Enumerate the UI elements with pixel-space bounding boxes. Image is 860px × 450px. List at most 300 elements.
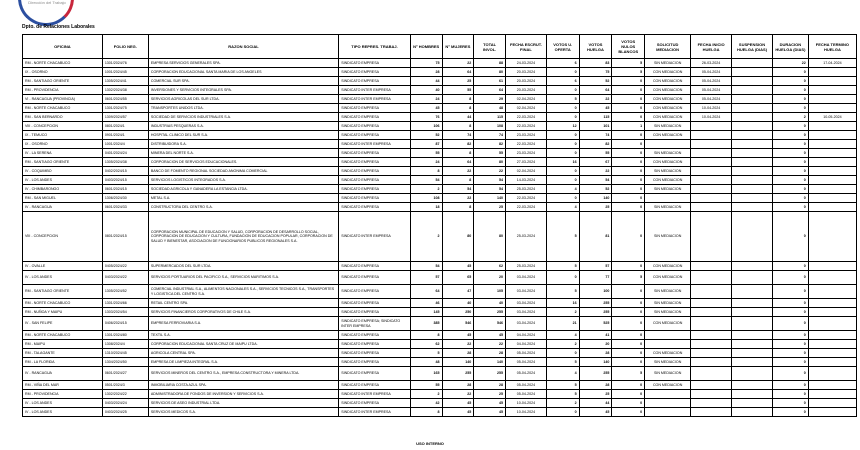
cell-mediacion: CON MEDIACION <box>645 104 691 113</box>
cell-m: 8 <box>442 176 474 185</box>
column-header: TIPO REPRES. TRABAJ. <box>339 35 411 59</box>
cell-total: 22 <box>474 167 506 176</box>
cell-razon: METAL S.A. <box>148 194 338 203</box>
cell-dur: 0 <box>772 317 808 331</box>
cell-oferta: 5 <box>546 95 579 104</box>
cell-fecha: 24-03-2024 <box>505 59 546 68</box>
cell-m: 64 <box>442 158 474 167</box>
cell-total: 80 <box>474 158 506 167</box>
cell-tipo: SINDICATO INTER EMPRESA <box>339 408 411 417</box>
cell-m: 74 <box>442 131 474 140</box>
cell-tipo: SINDICATO INTER EMPRESA <box>339 95 411 104</box>
cell-inicio: 10-04-2024 <box>691 113 732 122</box>
cell-oferta: 5 <box>546 390 579 399</box>
column-header: FECHA INICIO HUELGA <box>691 35 732 59</box>
cell-fecha: 22-03-2024 <box>505 140 546 149</box>
cell-fecha: 05-04-2024 <box>505 358 546 367</box>
cell-total: 48 <box>474 104 506 113</box>
cell-mediacion: SIN MEDIACION <box>645 212 691 262</box>
cell-termino <box>808 158 856 167</box>
cell-huelga: 74 <box>579 131 612 140</box>
cell-huelga: 25 <box>579 390 612 399</box>
column-header: DURACION HUELGA (DIAS) <box>772 35 808 59</box>
cell-dur: 0 <box>772 185 808 194</box>
cell-tipo: SINDICATO EMPRESA <box>339 59 411 68</box>
cell-mediacion <box>645 340 691 349</box>
table-row <box>23 185 857 194</box>
cell-dur: 0 <box>772 194 808 203</box>
cell-total: 255 <box>474 367 506 381</box>
cell-mediacion: CON MEDIACION <box>645 95 691 104</box>
cell-folio: 1305/2024/41 <box>102 77 148 86</box>
cell-termino <box>808 381 856 390</box>
column-header: N° MUJERES <box>442 35 474 59</box>
cell-dur: 0 <box>772 331 808 340</box>
cell-oferta: 2 <box>546 340 579 349</box>
cell-susp <box>732 167 773 176</box>
cell-oferta: 4 <box>546 203 579 212</box>
cell-nulos: 0 <box>612 349 645 358</box>
cell-fecha: 03-04-2024 <box>505 308 546 317</box>
cell-m: 80 <box>442 212 474 262</box>
cell-termino <box>808 212 856 262</box>
cell-folio: 0901/2024/1 <box>102 131 148 140</box>
cell-termino <box>808 317 856 331</box>
cell-h: 8 <box>410 167 442 176</box>
cell-oferta: 4 <box>546 367 579 381</box>
cell-huelga: 525 <box>579 317 612 331</box>
cell-total: 45 <box>474 331 506 340</box>
cell-total: 62 <box>474 262 506 271</box>
cell-dur: 0 <box>772 358 808 367</box>
cell-mediacion: CON MEDIACION <box>645 262 691 271</box>
cell-tipo: SINDICATO EMPRESA <box>339 149 411 158</box>
cell-razon: SERVICIOS AGRICOLAS DEL SUR LTDA. <box>148 95 338 104</box>
cell-oferta: 12 <box>546 122 579 131</box>
cell-fecha: 23-03-2024 <box>505 149 546 158</box>
cell-susp <box>732 149 773 158</box>
cell-mediacion: SIN MEDIACION <box>645 59 691 68</box>
cell-nulos: 0 <box>612 203 645 212</box>
cell-inicio <box>691 340 732 349</box>
cell-inicio <box>691 131 732 140</box>
cell-inicio <box>691 317 732 331</box>
cell-termino <box>808 185 856 194</box>
cell-susp <box>732 308 773 317</box>
cell-folio: 1305/2024/52 <box>102 285 148 299</box>
cell-m: 45 <box>442 331 474 340</box>
table-row <box>23 408 857 417</box>
cell-dur: 0 <box>772 203 808 212</box>
cell-susp <box>732 104 773 113</box>
cell-oficina: IX - TEMUCO <box>23 131 103 140</box>
cell-dur: 0 <box>772 167 808 176</box>
cell-susp <box>732 299 773 308</box>
cell-oficina: RM - NORTE CHACABUCO <box>23 104 103 113</box>
cell-inicio <box>691 349 732 358</box>
cell-susp <box>732 317 773 331</box>
cell-h: 42 <box>410 399 442 408</box>
cell-folio: 1001/2024/4 <box>102 140 148 149</box>
cell-h: 2 <box>410 185 442 194</box>
cell-fecha: 05-04-2024 <box>505 349 546 358</box>
cell-termino <box>808 203 856 212</box>
cell-termino <box>808 95 856 104</box>
cell-susp <box>732 271 773 285</box>
cell-oficina: RM - VIÑA DEL MAR <box>23 381 103 390</box>
cell-mediacion: SIN MEDIACION <box>645 149 691 158</box>
logo-text: Dirección del Trabajo <box>28 0 66 5</box>
cell-total: 80 <box>474 212 506 262</box>
cell-total: 45 <box>474 408 506 417</box>
cell-h: 62 <box>410 340 442 349</box>
cell-m: 22 <box>442 167 474 176</box>
table-row <box>23 271 857 285</box>
cell-inicio <box>691 390 732 399</box>
cell-huelga: 140 <box>579 358 612 367</box>
cell-huelga: 255 <box>579 308 612 317</box>
cell-dur: 0 <box>772 68 808 77</box>
cell-mediacion: SIN MEDIACION <box>645 185 691 194</box>
cell-dur: 0 <box>772 95 808 104</box>
cell-oferta: 0 <box>546 167 579 176</box>
cell-fecha: 03-04-2024 <box>505 299 546 308</box>
cell-fecha: 03-04-2024 <box>505 285 546 299</box>
cell-m: 65 <box>442 271 474 285</box>
table-row <box>23 381 857 390</box>
cell-susp <box>732 203 773 212</box>
cell-huelga: 52 <box>579 77 612 86</box>
strike-votes-table <box>22 34 857 417</box>
cell-oferta: 5 <box>546 358 579 367</box>
cell-h: 76 <box>410 113 442 122</box>
cell-h: 54 <box>410 262 442 271</box>
cell-nulos: 0 <box>612 358 645 367</box>
cell-huelga: 45 <box>579 408 612 417</box>
cell-tipo: SINDICATO EMPRESA <box>339 203 411 212</box>
cell-total: 55 <box>474 149 506 158</box>
cell-oficina: IV - CHIMBARONGO <box>23 185 103 194</box>
cell-huelga: 81 <box>579 212 612 262</box>
cell-m: 8 <box>442 122 474 131</box>
cell-total: 140 <box>474 194 506 203</box>
cell-mediacion: CON MEDIACION <box>645 176 691 185</box>
cell-termino <box>808 77 856 86</box>
cell-razon: CORPORACION MUNICIPAL DE EDUCACION Y SALUD, CORPORACION DE DESARROLLO SOCIAL, CORPORACION DE EDUCACION Y CULTURA, FUNDACION DE EDUCACION POPULAR, CORPORACION DE SALUD Y BIENESTAR, ASOCIACION DE FUNCIONARIOS PUBLICOS REGIONALES S.A. <box>148 212 338 262</box>
cell-fecha: 22-03-2024 <box>505 203 546 212</box>
cell-oficina: RM - LA FLORIDA <box>23 358 103 367</box>
table-row <box>23 203 857 212</box>
table-row <box>23 317 857 331</box>
cell-oferta: 16 <box>546 158 579 167</box>
cell-inicio: 26-03-2024 <box>691 59 732 68</box>
cell-dur: 0 <box>772 212 808 262</box>
table-row <box>23 149 857 158</box>
cell-folio: 1308/2024/4 <box>102 340 148 349</box>
cell-folio: 1309/2024/57 <box>102 113 148 122</box>
cell-nulos: 5 <box>612 271 645 285</box>
cell-h: 145 <box>410 308 442 317</box>
cell-h: 8 <box>410 331 442 340</box>
cell-folio: 0801/2024/15 <box>102 212 148 262</box>
cell-m: 22 <box>442 390 474 399</box>
cell-oficina: RM - SANTIAGO ORIENTE <box>23 285 103 299</box>
cell-nulos: 0 <box>612 340 645 349</box>
cell-fecha: 20-03-2024 <box>505 77 546 86</box>
cell-oficina: IV - LOS ANDES <box>23 408 103 417</box>
table-row <box>23 299 857 308</box>
cell-oficina: IV - LOS ANDES <box>23 176 103 185</box>
cell-folio: 0601/2024/55 <box>102 95 148 104</box>
cell-nulos: 0 <box>612 408 645 417</box>
cell-susp <box>732 194 773 203</box>
cell-huelga: 67 <box>579 158 612 167</box>
cell-mediacion <box>645 194 691 203</box>
cell-dur: 0 <box>772 149 808 158</box>
cell-dur: 0 <box>772 408 808 417</box>
cell-tipo: SINDICATO EMPRESA <box>339 158 411 167</box>
cell-fecha: 03-04-2024 <box>505 317 546 331</box>
cell-h: 46 <box>410 299 442 308</box>
cell-nulos: 0 <box>612 308 645 317</box>
cell-h: 64 <box>410 285 442 299</box>
cell-nulos: 0 <box>612 131 645 140</box>
cell-razon: CONSTRUCTORA DEL CENTRO S.A. <box>148 203 338 212</box>
cell-susp <box>732 390 773 399</box>
table-row <box>23 285 857 299</box>
cell-oficina: RM - NORTE CHACABUCO <box>23 299 103 308</box>
cell-inicio <box>691 185 732 194</box>
cell-total: 88 <box>474 59 506 68</box>
cell-h: 18 <box>410 203 442 212</box>
cell-susp <box>732 185 773 194</box>
cell-total: 255 <box>474 308 506 317</box>
cell-huelga: 44 <box>579 399 612 408</box>
cell-oferta: 0 <box>546 86 579 95</box>
table-row <box>23 358 857 367</box>
cell-termino <box>808 176 856 185</box>
cell-termino <box>808 149 856 158</box>
cell-dur: 0 <box>772 367 808 381</box>
cell-folio: 1303/2024/54 <box>102 308 148 317</box>
cell-total: 108 <box>474 122 506 131</box>
cell-fecha: 25-03-2024 <box>505 262 546 271</box>
cell-h: 55 <box>410 149 442 158</box>
cell-inicio <box>691 308 732 317</box>
cell-susp <box>732 212 773 262</box>
cell-dur: 0 <box>772 285 808 299</box>
cell-folio: 1001/2024/45 <box>102 68 148 77</box>
table-row <box>23 140 857 149</box>
cell-dur: 0 <box>772 308 808 317</box>
cell-folio: 0403/2024/15 <box>102 176 148 185</box>
table-row <box>23 176 857 185</box>
cell-oficina: IV - LOS ANDES <box>23 399 103 408</box>
cell-dur: 0 <box>772 349 808 358</box>
cell-nulos: 1 <box>612 122 645 131</box>
cell-mediacion <box>645 399 691 408</box>
cell-nulos: 0 <box>612 185 645 194</box>
cell-termino <box>808 367 856 381</box>
cell-nulos: 5 <box>612 68 645 77</box>
cell-dur: 0 <box>772 140 808 149</box>
cell-mediacion <box>645 331 691 340</box>
cell-razon: INVERSIONES Y SERVICIOS INTEGRALES SPA. <box>148 86 338 95</box>
cell-razon: INDUSTRIAS PESQUERAS S.A. <box>148 122 338 131</box>
cell-termino <box>808 167 856 176</box>
cell-m: 47 <box>442 285 474 299</box>
cell-oficina: RM - TALAGANTE <box>23 349 103 358</box>
cell-m: 25 <box>442 77 474 86</box>
cell-m: 28 <box>442 381 474 390</box>
cell-oficina: RM - SAN MIGUEL <box>23 194 103 203</box>
table-row <box>23 167 857 176</box>
cell-tipo: SINDICATO EMPRESA <box>339 399 411 408</box>
cell-mediacion: CON MEDIACION <box>645 68 691 77</box>
cell-h: 44 <box>410 77 442 86</box>
cell-oferta: 0 <box>546 271 579 285</box>
cell-tipo: SINDICATO INTER EMPRESA <box>339 86 411 95</box>
cell-oficina: IV - RANCAGUA <box>23 203 103 212</box>
cell-razon: SERVICIOS MEDICOS S.A. <box>148 408 338 417</box>
cell-susp <box>732 262 773 271</box>
cell-total: 28 <box>474 381 506 390</box>
table-row <box>23 59 857 68</box>
cell-oferta: 0 <box>546 131 579 140</box>
cell-inicio <box>691 331 732 340</box>
cell-h: 75 <box>410 59 442 68</box>
cell-fecha: 05-04-2024 <box>505 367 546 381</box>
cell-mediacion: SIN MEDIACION <box>645 299 691 308</box>
cell-h: 2 <box>410 390 442 399</box>
cell-folio: 0801/2024/1 <box>102 122 148 131</box>
direccion-del-trabajo-logo <box>18 0 78 18</box>
column-header: RAZON SOCIAL <box>148 35 338 59</box>
cell-huelga: 20 <box>579 340 612 349</box>
cell-h: 40 <box>410 86 442 95</box>
cell-folio: 0401/2024/24 <box>102 149 148 158</box>
cell-oferta: 0 <box>546 149 579 158</box>
cell-oficina: RM - NUÑOA Y MAIPU <box>23 308 103 317</box>
cell-total: 45 <box>474 399 506 408</box>
cell-inicio <box>691 203 732 212</box>
cell-nulos: 0 <box>612 95 645 104</box>
cell-huelga: 28 <box>579 349 612 358</box>
cell-huelga: 83 <box>579 59 612 68</box>
cell-nulos: 0 <box>612 167 645 176</box>
cell-mediacion: CON MEDIACION <box>645 77 691 86</box>
cell-h: 106 <box>410 122 442 131</box>
table-row <box>23 262 857 271</box>
cell-m: 8 <box>442 203 474 212</box>
cell-oferta: 6 <box>546 77 579 86</box>
cell-fecha: 22-03-2024 <box>505 122 546 131</box>
cell-folio: 1304/2024/50 <box>102 358 148 367</box>
cell-folio: 1301/2024/80 <box>102 331 148 340</box>
cell-folio: 0601/2024/33 <box>102 203 148 212</box>
cell-susp <box>732 140 773 149</box>
column-header: FECHA TERMINO HUELGA <box>808 35 856 59</box>
cell-inicio: 10-04-2024 <box>691 104 732 113</box>
cell-termino: 17-04-2024 <box>808 59 856 68</box>
cell-h: 165 <box>410 367 442 381</box>
cell-tipo: SINDICATO EMPRESA <box>339 122 411 131</box>
cell-total: 140 <box>474 358 506 367</box>
cell-dur: 0 <box>772 381 808 390</box>
cell-razon: SERVICIOS LOGISTICOS INTEGRADOS S.A. <box>148 176 338 185</box>
cell-termino <box>808 131 856 140</box>
cell-oficina: RM - NORTE CHACABUCO <box>23 59 103 68</box>
cell-oficina: IV - RANCAGUA <box>23 367 103 381</box>
cell-tipo: SINDICATO EMPRESA <box>339 285 411 299</box>
column-header: VOTOS NULOS BLANCOS <box>612 35 645 59</box>
cell-fecha: 02-04-2024 <box>505 167 546 176</box>
cell-razon: SOCIEDAD DE SERVICIOS INDUSTRIALES S.A. <box>148 113 338 122</box>
cell-termino <box>808 271 856 285</box>
cell-folio: 1301/2024/66 <box>102 299 148 308</box>
cell-mediacion: SIN MEDIACION <box>645 308 691 317</box>
cell-m: 8 <box>442 95 474 104</box>
cell-nulos: 0 <box>612 285 645 299</box>
cell-inicio <box>691 399 732 408</box>
cell-oficina: RM - SANTIAGO ORIENTE <box>23 158 103 167</box>
cell-inicio <box>691 167 732 176</box>
cell-dur: 0 <box>772 299 808 308</box>
cell-oficina: IV - COQUIMBO <box>23 167 103 176</box>
cell-inicio <box>691 367 732 381</box>
cell-nulos: 0 <box>612 331 645 340</box>
cell-oficina: IV - SAN FELIPE <box>23 317 103 331</box>
table-row <box>23 331 857 340</box>
cell-huelga: 22 <box>579 95 612 104</box>
cell-m: 44 <box>442 113 474 122</box>
cell-dur: 0 <box>772 399 808 408</box>
cell-total: 29 <box>474 95 506 104</box>
cell-folio: 0601/2024/27 <box>102 367 148 381</box>
cell-folio: 1302/2024/38 <box>102 86 148 95</box>
cell-m: 22 <box>442 59 474 68</box>
cell-termino <box>808 285 856 299</box>
cell-dur: 0 <box>772 176 808 185</box>
cell-susp <box>732 285 773 299</box>
table-row <box>23 194 857 203</box>
cell-h: 2 <box>410 212 442 262</box>
cell-oferta: 21 <box>546 317 579 331</box>
cell-oficina: RM - SAN BERNARDO <box>23 113 103 122</box>
cell-h: 24 <box>410 95 442 104</box>
cell-tipo: SINDICATO EMPRESA <box>339 271 411 285</box>
table-row <box>23 399 857 408</box>
cell-razon: COMERCIAL INDUSTRIAL S.A., ALIMENTOS NACIONALES S.A., SERVICIOS TECNICOS S.A., TRANSPORTES Y LOGISTICA DEL CENTRO S.A. <box>148 285 338 299</box>
cell-termino <box>808 308 856 317</box>
cell-huelga: 25 <box>579 203 612 212</box>
cell-inicio <box>691 212 732 262</box>
cell-dur: 0 <box>772 104 808 113</box>
cell-huelga: 100 <box>579 285 612 299</box>
cell-oficina: RM - PROVIDENCIA <box>23 390 103 399</box>
cell-oferta: 0 <box>546 408 579 417</box>
cell-mediacion: CON MEDIACION <box>645 131 691 140</box>
cell-total: 25 <box>474 390 506 399</box>
cell-tipo: SINDICATO EMPRESA <box>339 331 411 340</box>
cell-total: 20 <box>474 271 506 285</box>
cell-tipo: SINDICATO EMPRESA <box>339 349 411 358</box>
cell-nulos: 0 <box>612 381 645 390</box>
cell-oferta: 5 <box>546 285 579 299</box>
cell-fecha: 02-04-2024 <box>505 104 546 113</box>
cell-folio: 0403/2024/22 <box>102 271 148 285</box>
cell-huelga: 75 <box>579 68 612 77</box>
